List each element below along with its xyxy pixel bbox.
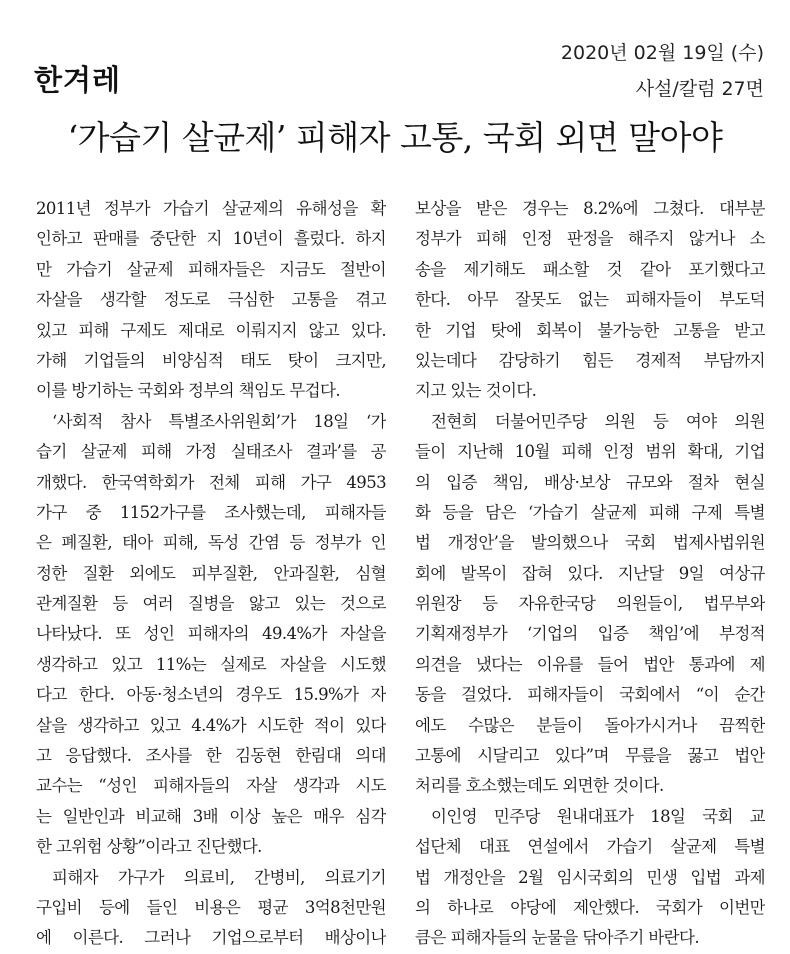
article-text-line: 에 이른다. 그러나 기업으로부터 배상이나: [36, 928, 386, 948]
article-text-line: 의 하나로 야당에 제안했다. 국회가 이번만: [415, 897, 765, 917]
article-text-line: 관계질환 등 여러 질병을 앓고 있는 것으로: [36, 594, 386, 614]
article-text-line: 나타났다. 또 성인 피해자의 49.4%가 자살을: [36, 624, 386, 644]
article-text-line: 가구 중 1152가구를 조사했는데, 피해자들: [36, 502, 386, 522]
editorial-headline: ‘가습기 살균제’ 피해자 고통, 국회 외면 말아야: [67, 118, 723, 157]
article-text-line: 정부가 피해 인정 판정을 해주지 않거나 소: [415, 229, 765, 249]
article-text-line: 2011년 정부가 가습기 살균제의 유해성을 확: [36, 199, 386, 218]
article-text-line: 개했다. 한국역학회가 전체 피해 가구 4953: [36, 472, 386, 492]
article-text-line: 습기 살균제 피해 가정 실태조사 결과’를 공: [36, 442, 386, 462]
article-text-line: 인하고 판매를 중단한 지 10년이 흘렀다. 하지: [36, 229, 386, 249]
article-text-line: 들이 지난해 10월 피해 인정 범위 확대, 기업: [415, 442, 765, 462]
article-text-line: 위원장 등 자유한국당 의원들이, 법무부와: [415, 594, 765, 614]
article-text-line: ‘사회적 참사 특별조사위원회’가 18일 ‘가: [52, 411, 386, 431]
article-text-line: 교수는 “성인 피해자들의 자살 생각과 시도: [36, 776, 386, 796]
article-text-line: 의견을 냈다는 이유를 들어 법안 통과에 제: [415, 654, 765, 674]
article-text-line: 법 개정안’을 발의했으나 국회 법제사법위원: [415, 533, 765, 553]
article-text-line: 있는데다 감당하기 힘든 경제적 부담까지: [415, 350, 765, 370]
article-text-line: 전현희 더불어민주당 의원 등 여야 의원: [431, 411, 765, 431]
article-text-line: 정한 질환 외에도 피부질환, 안과질환, 심혈: [36, 563, 386, 583]
article-text-line: 섭단체 대표 연설에서 가습기 살균제 특별: [415, 837, 765, 857]
article-text-line: 회에 발목이 잡혀 있다. 지난달 9일 여상규: [415, 563, 765, 583]
article-text-line: 이인영 민주당 원내대표가 18일 국회 교: [431, 806, 765, 826]
article-text-line: 송을 제기해도 패소할 것 같아 포기했다고: [415, 259, 765, 279]
article-text-line: 생각하고 있고 11%는 실제로 자살을 시도했: [36, 654, 386, 674]
article-text-line: 는 일반인과 비교해 3배 이상 높은 매우 심각: [36, 806, 386, 826]
article-text-line: 지고 있는 것이다.: [415, 381, 537, 401]
article-text-line: 가해 기업들의 비양심적 태도 탓이 크지만,: [36, 350, 386, 370]
article-text-line: 보상을 받은 경우는 8.2%에 그쳤다. 대부분: [415, 199, 765, 218]
article-text-line: 화 등을 담은 ‘가습기 살균제 피해 구제 특별: [415, 502, 765, 522]
newspaper-logo: 한겨레: [34, 63, 122, 97]
article-text-line: 자살을 생각할 정도로 극심한 고통을 겪고: [36, 290, 386, 310]
article-text-line: 고통에 시달리고 있다”며 무릎을 꿇고 법안: [415, 746, 765, 766]
article-text-line: 의 입증 책임, 배상·보상 규모와 절차 현실: [415, 472, 765, 492]
article-text-line: 피해자 가구가 의료비, 간병비, 의료기기: [52, 867, 386, 887]
article-text-line: 한 고위험 상황”이라고 진단했다.: [36, 837, 262, 857]
article-column-right: [415, 194, 765, 954]
article-text-line: 만 가습기 살균제 피해자들은 지금도 절반이: [36, 259, 386, 279]
article-column-left: [36, 194, 386, 954]
article-text-line: 에도 수많은 분들이 돌아가시거나 끔찍한: [415, 715, 765, 735]
article-text-line: 은 폐질환, 태아 피해, 독성 간염 등 정부가 인: [36, 533, 386, 553]
article-text-line: 법 개정안을 2월 임시국회의 민생 입법 과제: [415, 867, 765, 887]
article-text-line: 한다. 아무 잘못도 없는 피해자들이 부도덕: [415, 290, 765, 310]
article-text-line: 동을 걸었다. 피해자들이 국회에서 “이 순간: [415, 685, 765, 705]
article-text-line: 처리를 호소했는데도 외면한 것이다.: [415, 776, 664, 796]
article-text-line: 기획재정부가 ‘기업의 입증 책임’에 부정적: [415, 624, 765, 644]
article-text-line: 다고 한다. 아동·청소년의 경우도 15.9%가 자: [36, 685, 386, 705]
publication-date: 2020년 02월 19일 (수): [560, 42, 764, 64]
article-text-line: 구입비 등에 들인 비용은 평균 3억8천만원: [36, 897, 386, 917]
article-text-line: 살을 생각하고 있고 4.4%가 시도한 적이 있다: [36, 715, 386, 735]
article-text-line: 고 응답했다. 조사를 한 김동현 한림대 의대: [36, 746, 386, 766]
article-text-line: 있고 피해 구제도 제대로 이뤄지지 않고 있다.: [36, 320, 386, 340]
section-page-label: 사설/칼럼 27면: [635, 78, 764, 100]
article-text-line: 큼은 피해자들의 눈물을 닦아주기 바란다.: [415, 928, 699, 948]
article-text-line: 이를 방기하는 국회와 정부의 책임도 무겁다.: [36, 381, 340, 401]
article-text-line: 한 기업 탓에 회복이 불가능한 고통을 받고: [415, 320, 765, 340]
